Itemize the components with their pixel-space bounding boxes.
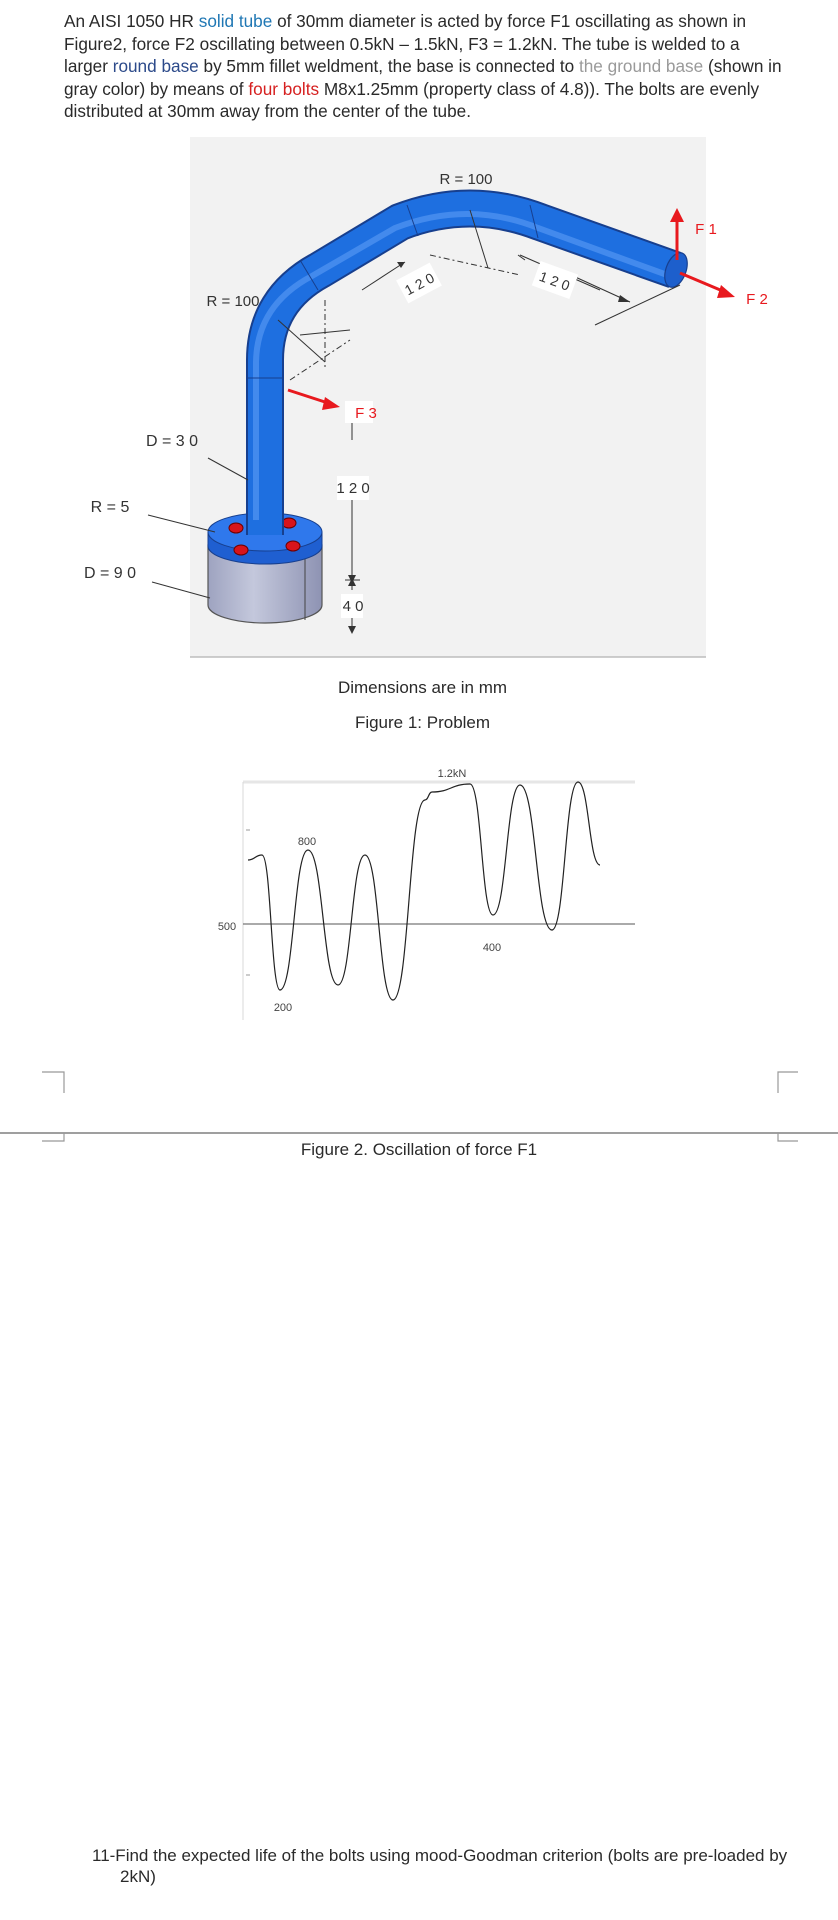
label-dim-120-c: 1 2 0 [336, 480, 370, 497]
label-r100-left: R = 100 [206, 293, 260, 310]
ground-base-highlight: the ground base [578, 56, 704, 76]
intro-text: (shown in gray color) by means of [64, 56, 782, 99]
figure1-caption: Figure 1: Problem [354, 713, 491, 732]
figure1-dimensions-note: Dimensions are in mm [337, 678, 508, 697]
solid-tube-highlight: solid tube [198, 11, 273, 31]
bolt-2 [282, 518, 296, 528]
label-r100-top: R = 100 [439, 171, 493, 188]
question-11: 11-Find the expected life of the bolts using mood-Goodman criterion (bolts are pre-loaded by 2kN) [92, 1846, 788, 1886]
label-dim-40: 4 0 [342, 598, 364, 615]
label-400: 400 [482, 942, 502, 954]
intro-text: of 30mm diameter is acted by force F1 oscillating as shown in Figure2, force F2 oscillating between 0.5kN – 1.5kN, F3 = 1.2kN. The tube is welded to a larger [64, 11, 747, 76]
page-break-marks [0, 1065, 838, 1145]
figure1-diagram [0, 130, 838, 670]
bolt-4 [286, 541, 300, 551]
label-800: 800 [297, 836, 317, 848]
label-r5: R = 5 [90, 499, 130, 516]
corner-mark-left [42, 1072, 64, 1093]
label-dim-120-a: 1 2 0 [401, 269, 437, 299]
figure2-oscillation-plot [0, 760, 838, 1040]
label-200: 200 [273, 1002, 293, 1014]
bolt-3 [234, 545, 248, 555]
label-500: 500 [217, 921, 237, 933]
figure2-caption: Figure 2. Oscillation of force F1 [300, 1140, 538, 1159]
f2-arrowhead [717, 285, 735, 298]
force-waveform [248, 782, 600, 1000]
intro-text: An AISI 1050 HR [64, 11, 199, 31]
problem-statement [64, 10, 784, 123]
label-f1: F 1 [695, 221, 717, 238]
bolt-1 [229, 523, 243, 533]
label-dim-120-b: 1 2 0 [537, 268, 573, 294]
label-f3: F 3 [355, 405, 377, 422]
label-f2: F 2 [746, 291, 768, 308]
intro-text: by 5mm fillet weldment, the base is connected to [198, 56, 579, 76]
intro-text: M8x1.25mm (property class of 4.8)). The bolts are evenly distributed at 30mm away from the center of the tube. [64, 78, 760, 121]
round-base-highlight: round base [112, 56, 199, 76]
label-d90: D = 9 0 [83, 565, 137, 582]
corner-mark-right [778, 1072, 798, 1093]
label-d30: D = 3 0 [145, 433, 199, 450]
label-peak-1-2kn: 1.2kN [437, 768, 467, 780]
four-bolts-highlight: four bolts [248, 78, 320, 99]
